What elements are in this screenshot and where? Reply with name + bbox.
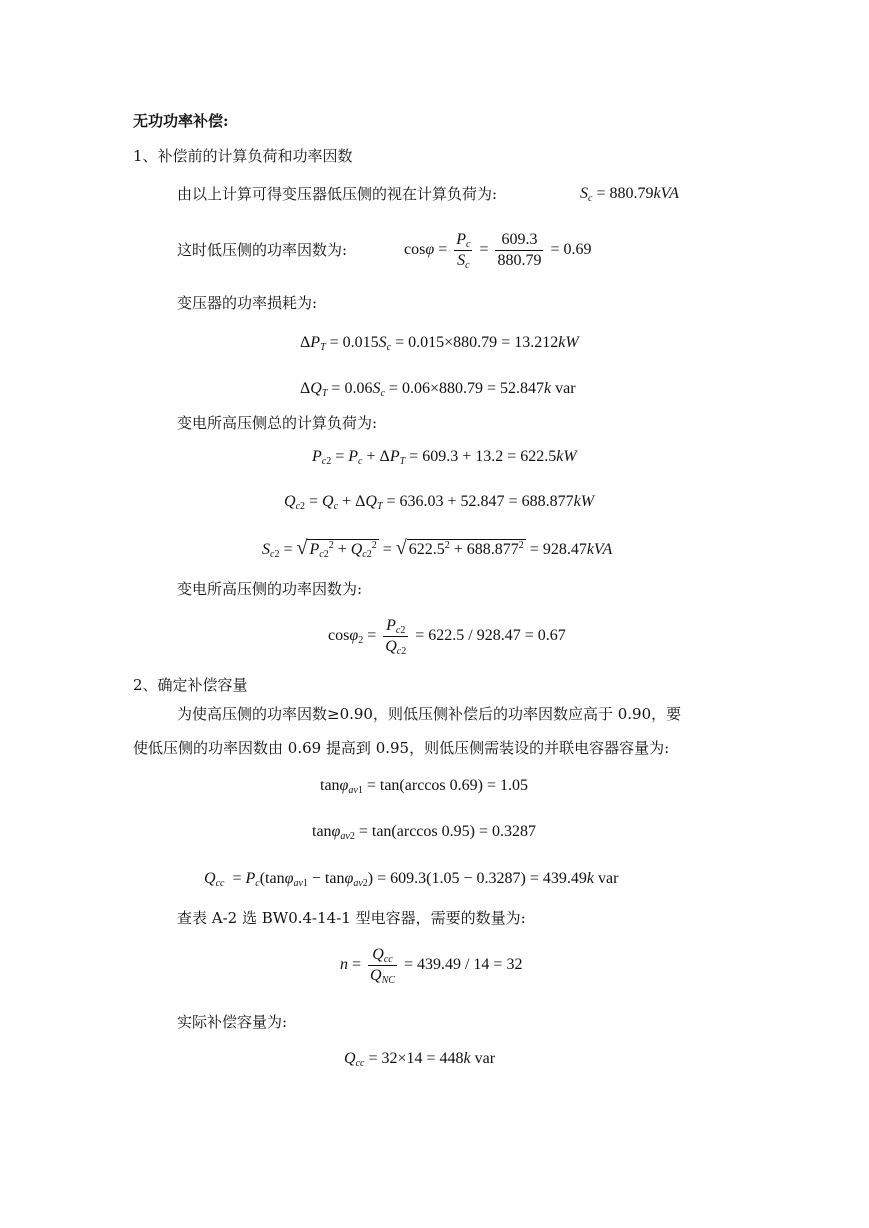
fraction: $\frac{Q_{cc}}{Q_{NC}}$ — [370, 946, 395, 986]
value: 609.3 + 13.2 — [422, 448, 504, 465]
paragraph: 变电所高压侧总的计算负荷为: — [177, 414, 378, 432]
unit: kW — [558, 334, 579, 351]
value: 0.3287 — [491, 823, 536, 840]
paragraph: 由以上计算可得变压器低压侧的视在计算负荷为: — [177, 185, 498, 203]
unit: var — [555, 380, 576, 397]
paragraph: 为使高压侧的功率因数≥0.90，则低压侧补偿后的功率因数应高于 0.90，要 — [177, 705, 682, 723]
value: 32×14 — [381, 1050, 423, 1067]
value: 0.67 — [537, 627, 566, 645]
value: 448 — [439, 1050, 464, 1067]
equation-sc2: $S_{c2}$ = √ $P_{c2}^2 + Q_{c2}^2$ = √ $622.5^2 + 688.877^2 = 928.47kVA$ — [262, 537, 613, 560]
value: 622.5 — [408, 541, 445, 558]
fraction: $\frac{P_{c2}}{Q_{c2}}$ — [385, 617, 407, 657]
value: 622.5 / 928.47 — [428, 627, 521, 645]
paragraph: 实际补偿容量为: — [177, 1013, 288, 1031]
paragraph: 变压器的功率损耗为: — [177, 294, 318, 312]
equation-n: n = $\frac{Q_{cc}}{Q_{NC}}$ = 439.49 / 14 = 32 — [340, 946, 523, 986]
value: 688.877 — [466, 541, 519, 558]
paragraph: 这时低压侧的功率因数为: — [177, 241, 348, 259]
equation-qcc-actual: $Q_{cc} = 32\times 14 = 448k$ var — [344, 1050, 496, 1069]
equation-delta-qt: $\Delta Q_T = 0.06S_c = 0.06\times 880.79 = 52.847k$ var — [300, 380, 576, 399]
value: 622.5 — [520, 448, 557, 465]
value: 0.95 — [441, 823, 470, 840]
value: 928.47 — [542, 541, 587, 558]
equation-tan1: tanφ$_{av1}$ = tan(arccos 0.69) = 1.05 — [320, 777, 528, 796]
equation-cos-phi2: cosφ$_2$ = $\frac{P_{c2}}{Q_{c2}}$ = 622.5 / 928.47 = 0.67 — [328, 617, 566, 657]
value: 609.3(1.05 − 0.3287) — [390, 870, 526, 887]
value: 32 — [506, 956, 523, 974]
value: 0.015×880.79 — [408, 334, 498, 351]
value: 636.03 + 52.847 — [399, 493, 505, 510]
equation-qc2: $Q_{c2} = Q_c + \Delta Q_T = 636.03 + 52.847 = 688.877kW$ — [284, 493, 595, 512]
page-title: 无功功率补偿: — [133, 112, 229, 130]
unit: kVA — [653, 185, 679, 202]
equation-sc: $S_c = 880.79kVA$ — [580, 185, 679, 204]
equation-delta-pt: $\Delta P_T = 0.015S_c = 0.015\times 880.79 = 13.212kW$ — [300, 334, 579, 353]
paragraph: 使低压侧的功率因数由 0.69 提高到 0.95，则低压侧需装设的并联电容器容量为: — [133, 739, 670, 757]
value: 0.015 — [342, 334, 379, 351]
section-2-heading: 2、确定补偿容量 — [133, 676, 248, 694]
paragraph: 变电所高压侧的功率因数为: — [177, 580, 363, 598]
value: 13.212 — [514, 334, 559, 351]
value: 0.69 — [563, 241, 592, 259]
fraction — [495, 230, 543, 271]
value: 688.877 — [521, 493, 574, 510]
equation-qcc: $Q_{cc} = P_c(\tan\varphi_{av1} - \tan\varphi_{av2}) = 609.3(1.05 - 0.3287) = 439.49k$ var — [204, 870, 619, 889]
value: 1.05 — [499, 777, 528, 794]
equation-tan2: tanφ$_{av2}$ = tan(arccos 0.95) = 0.3287 — [312, 823, 536, 842]
value: 439.49 — [542, 870, 587, 887]
unit: var — [474, 1050, 496, 1067]
denominator: 880.79 — [497, 252, 542, 269]
value: 0.06×880.79 — [401, 380, 483, 397]
value: 52.847 — [500, 380, 544, 397]
value: 880.79 — [609, 185, 654, 202]
numerator: 609.3 — [495, 230, 543, 251]
fraction: $\frac{P_c}{S_c}$ — [456, 231, 471, 271]
value: 0.06 — [344, 380, 373, 397]
section-1-heading: 1、补偿前的计算负荷和功率因数 — [133, 147, 353, 165]
unit: var — [597, 870, 619, 887]
paragraph: 查表 A-2 选 BW0.4-14-1 型电容器，需要的数量为: — [177, 909, 526, 927]
value: 439.49 / 14 — [416, 956, 490, 974]
equation-cos-phi: cosφ = $\frac{P_c}{S_c}$ = $\frac{609.3}{880.79}$ = 0.69 — [404, 231, 592, 271]
value: 0.69 — [449, 777, 478, 794]
equation-pc2: $P_{c2} = P_c + \Delta P_T = 609.3 + 13.2 = 622.5kW$ — [312, 448, 577, 467]
